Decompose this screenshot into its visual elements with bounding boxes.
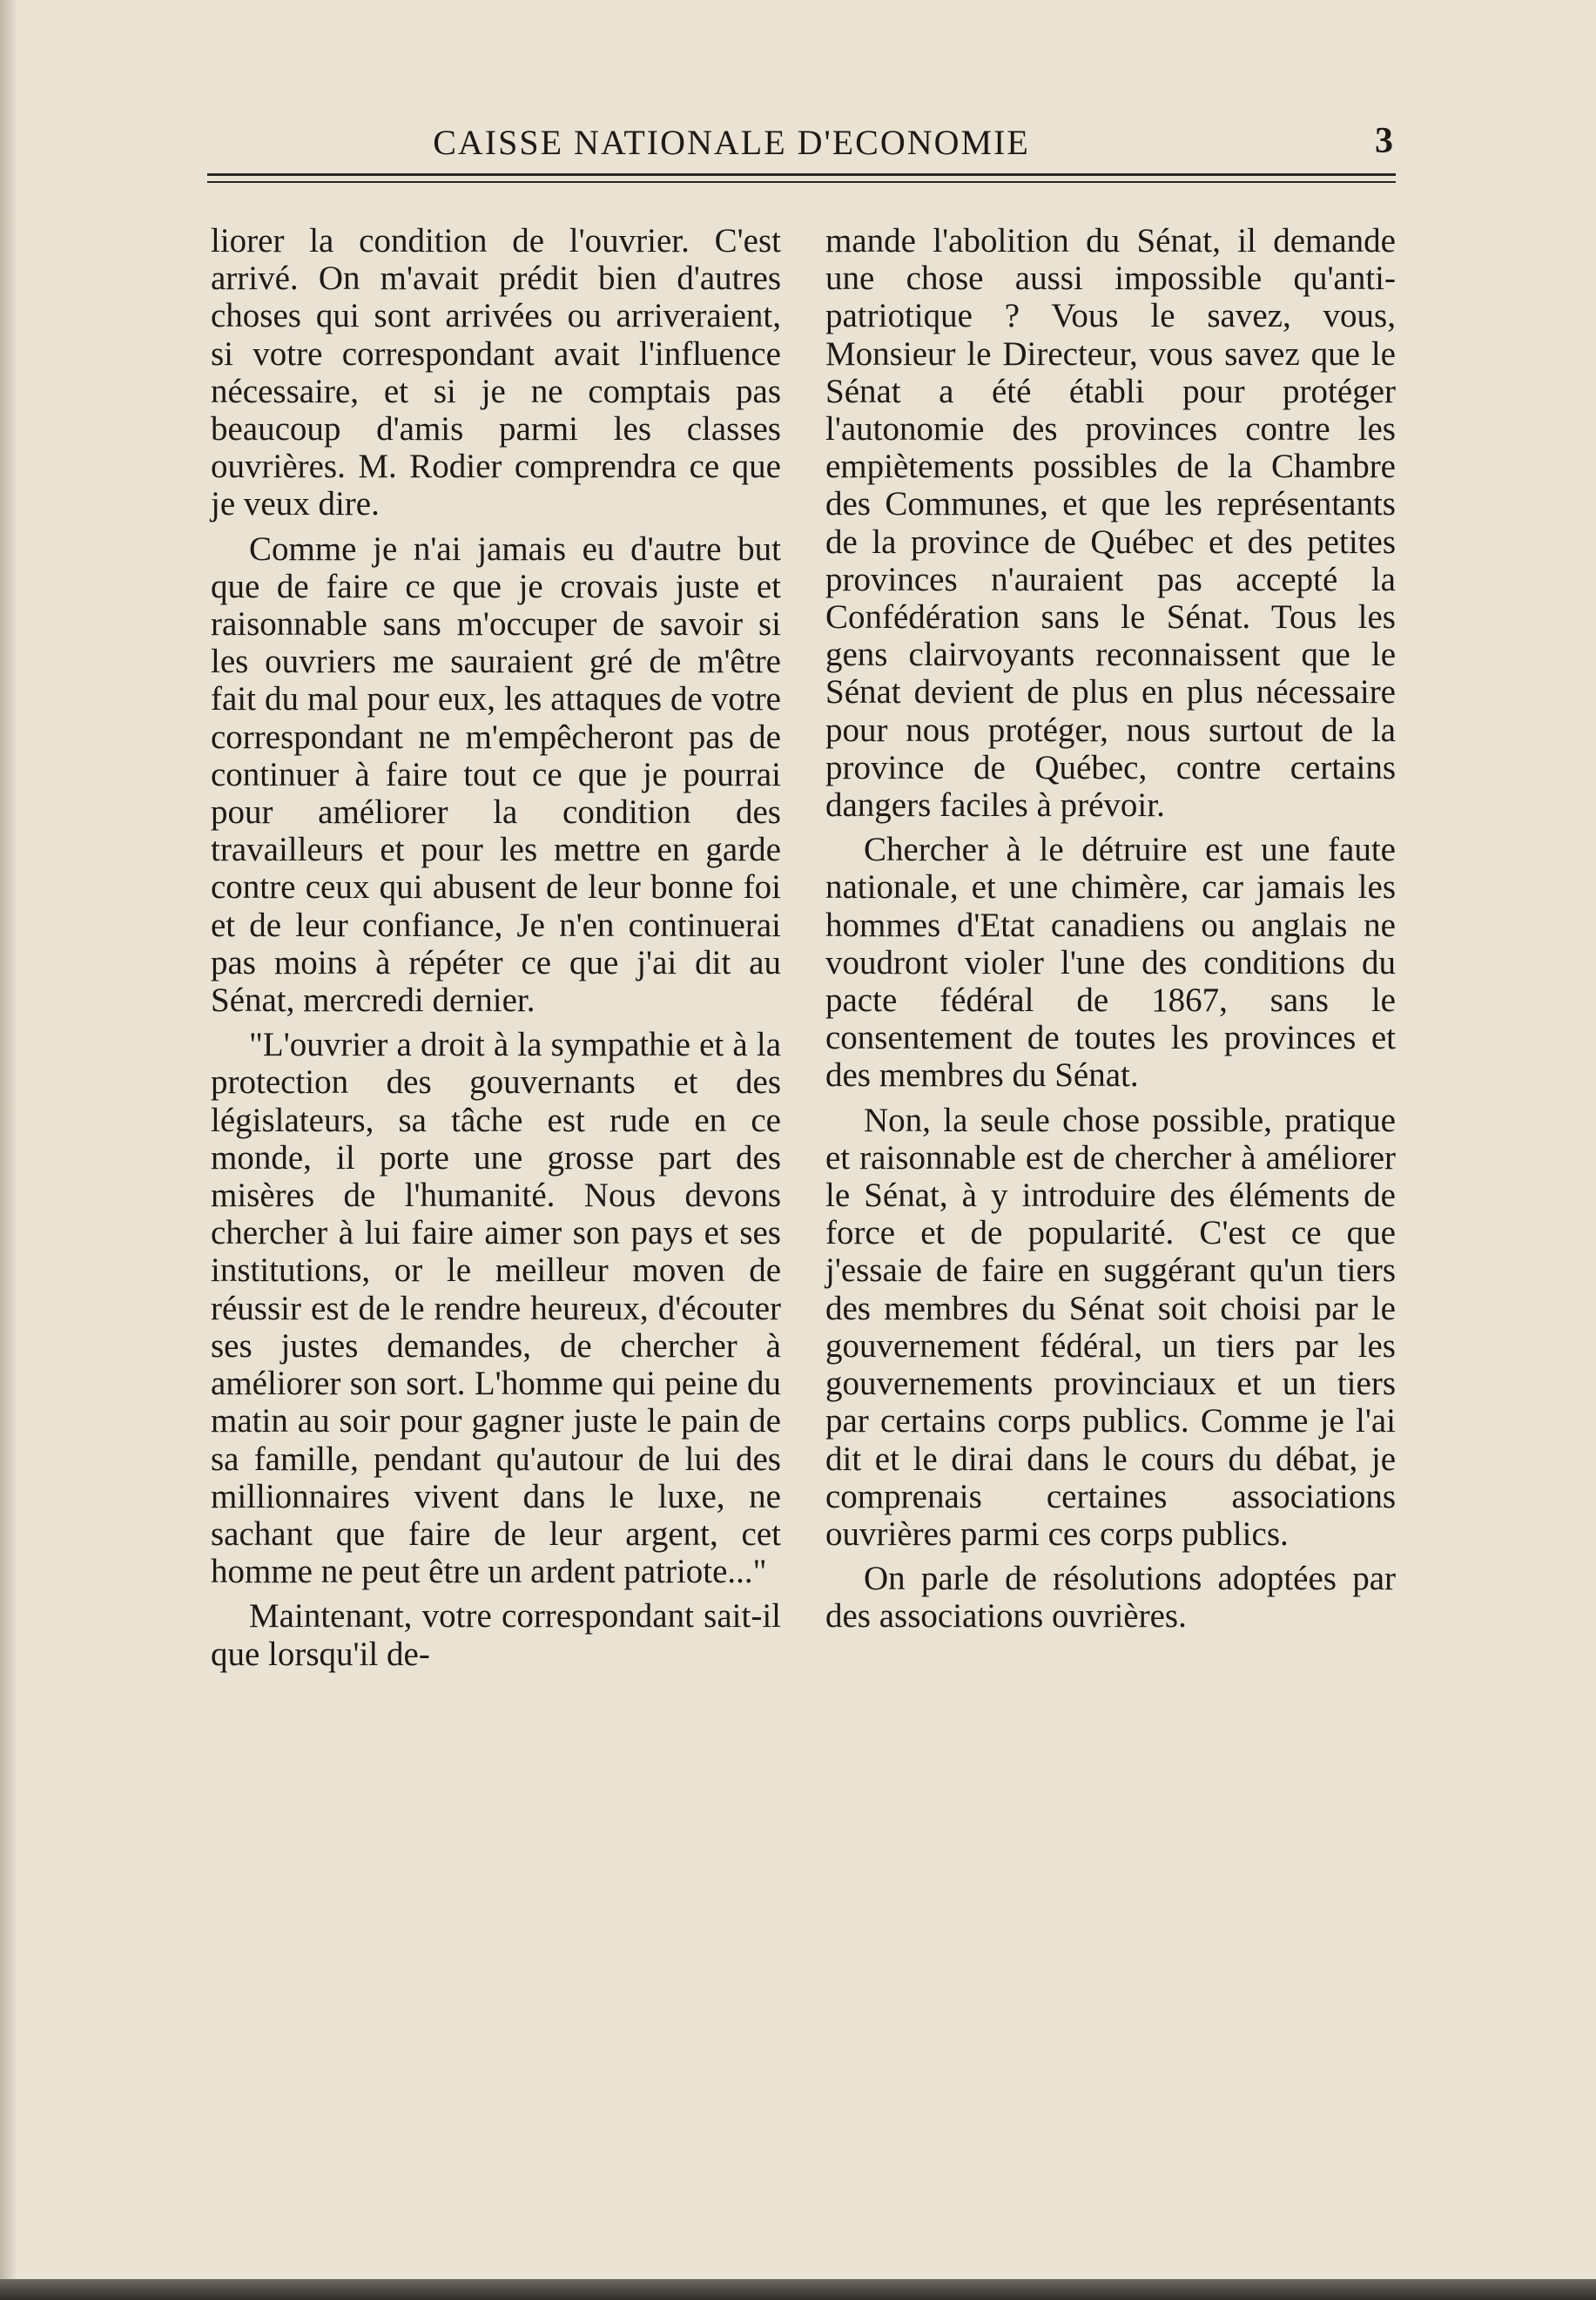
paragraph: mande l'abolition du Sénat, il demande une chose aussi impossible qu'anti-patriotique ? Vous le savez, vous, Monsieur le Directeur, vous savez que le Sénat a été établi pour protéger l'autonomie des provinces contre les empiètements possibles de la Chambre des Communes, et que les représentants de la province de Québec et des petites provinces n'auraient pas accepté la Confédération sans le Sénat. Tous les gens clairvoyants reconnaissent que le Sénat devient de plus en plus nécessaire pour nous protéger, nous surtout de la province de Québec, contre certains dangers faciles à prévoir. [825, 222, 1396, 825]
paragraph: Non, la seule chose possible, pratique et raisonnable est de chercher à améliorer le Sénat, à y introduire des éléments de force et de popularité. C'est ce que j'essaie de faire en suggérant qu'un tiers des membres du Sénat soit choisi par le gouvernement fédéral, un tiers par les gouvernements provinciaux et un tiers par certains corps publics. Comme je l'ai dit et le dirai dans le cours du débat, je comprenais certaines associations ouvrières parmi ces corps publics. [825, 1101, 1396, 1553]
paragraph: On parle de résolutions adoptées par des associations ouvrières. [825, 1560, 1396, 1636]
paragraph: Chercher à le détruire est une faute nationale, et une chimère, car jamais les hommes d'Etat canadiens ou anglais ne voudront violer l'une des conditions du pacte fédéral de 1867, sans le consentement de toutes les provinces et des membres du Sénat. [825, 831, 1396, 1095]
header-rule-thin [207, 181, 1396, 183]
page-number: 3 [1375, 121, 1393, 161]
page-left-edge [0, 0, 16, 2300]
header-title: CAISSE NATIONALE D'ECONOMIE [433, 123, 1030, 162]
paragraph: liorer la condition de l'ouvrier. C'est arrivé. On m'avait prédit bien d'autres choses qui sont arrivées ou arriveraient, si votre correspondant avait l'influence nécessaire, et si je ne comptais pas beaucoup d'amis parmi les classes ouvrières. M. Rodier comprendra ce que je veux dire. [211, 222, 781, 523]
paragraph: Comme je n'ai jamais eu d'autre but que de faire ce que je crovais juste et raisonnable sans m'occuper de savoir si les ouvriers me sauraient gré de m'être fait du mal pour eux, les attaques de votre correspondant ne m'empêcheront pas de continuer à faire tout ce que je pourrai pour améliorer la condition des travailleurs et pour les mettre en garde contre ceux qui abusent de leur bonne foi et de leur confiance, Je n'en continuerai pas moins à répéter ce que j'ai dit au Sénat, mercredi dernier. [211, 529, 781, 1020]
left-column [211, 222, 781, 1680]
running-header [209, 122, 1393, 165]
paragraph: Maintenant, votre correspondant sait-il que lorsqu'il de- [211, 1597, 781, 1673]
header-rule-thick [207, 173, 1396, 176]
paragraph: "L'ouvrier a droit à la sympathie et à la protection des gouvernants et des législateurs, sa tâche est rude en ce monde, il porte une grosse part des misères de l'humanité. Nous devons chercher à lui faire aimer son pays et ses institutions, or le meilleur moven de réussir est de le rendre heureux, d'écouter ses justes demandes, de chercher à améliorer son sort. L'homme qui peine du matin au soir pour gagner juste le pain de sa famille, pendant qu'autour de lui des millionnaires vivent dans le luxe, ne sachant que faire de leur argent, cet homme ne peut être un ardent patriote..." [211, 1026, 781, 1591]
right-column [825, 222, 1396, 1642]
page-bottom-edge [0, 2279, 1596, 2300]
